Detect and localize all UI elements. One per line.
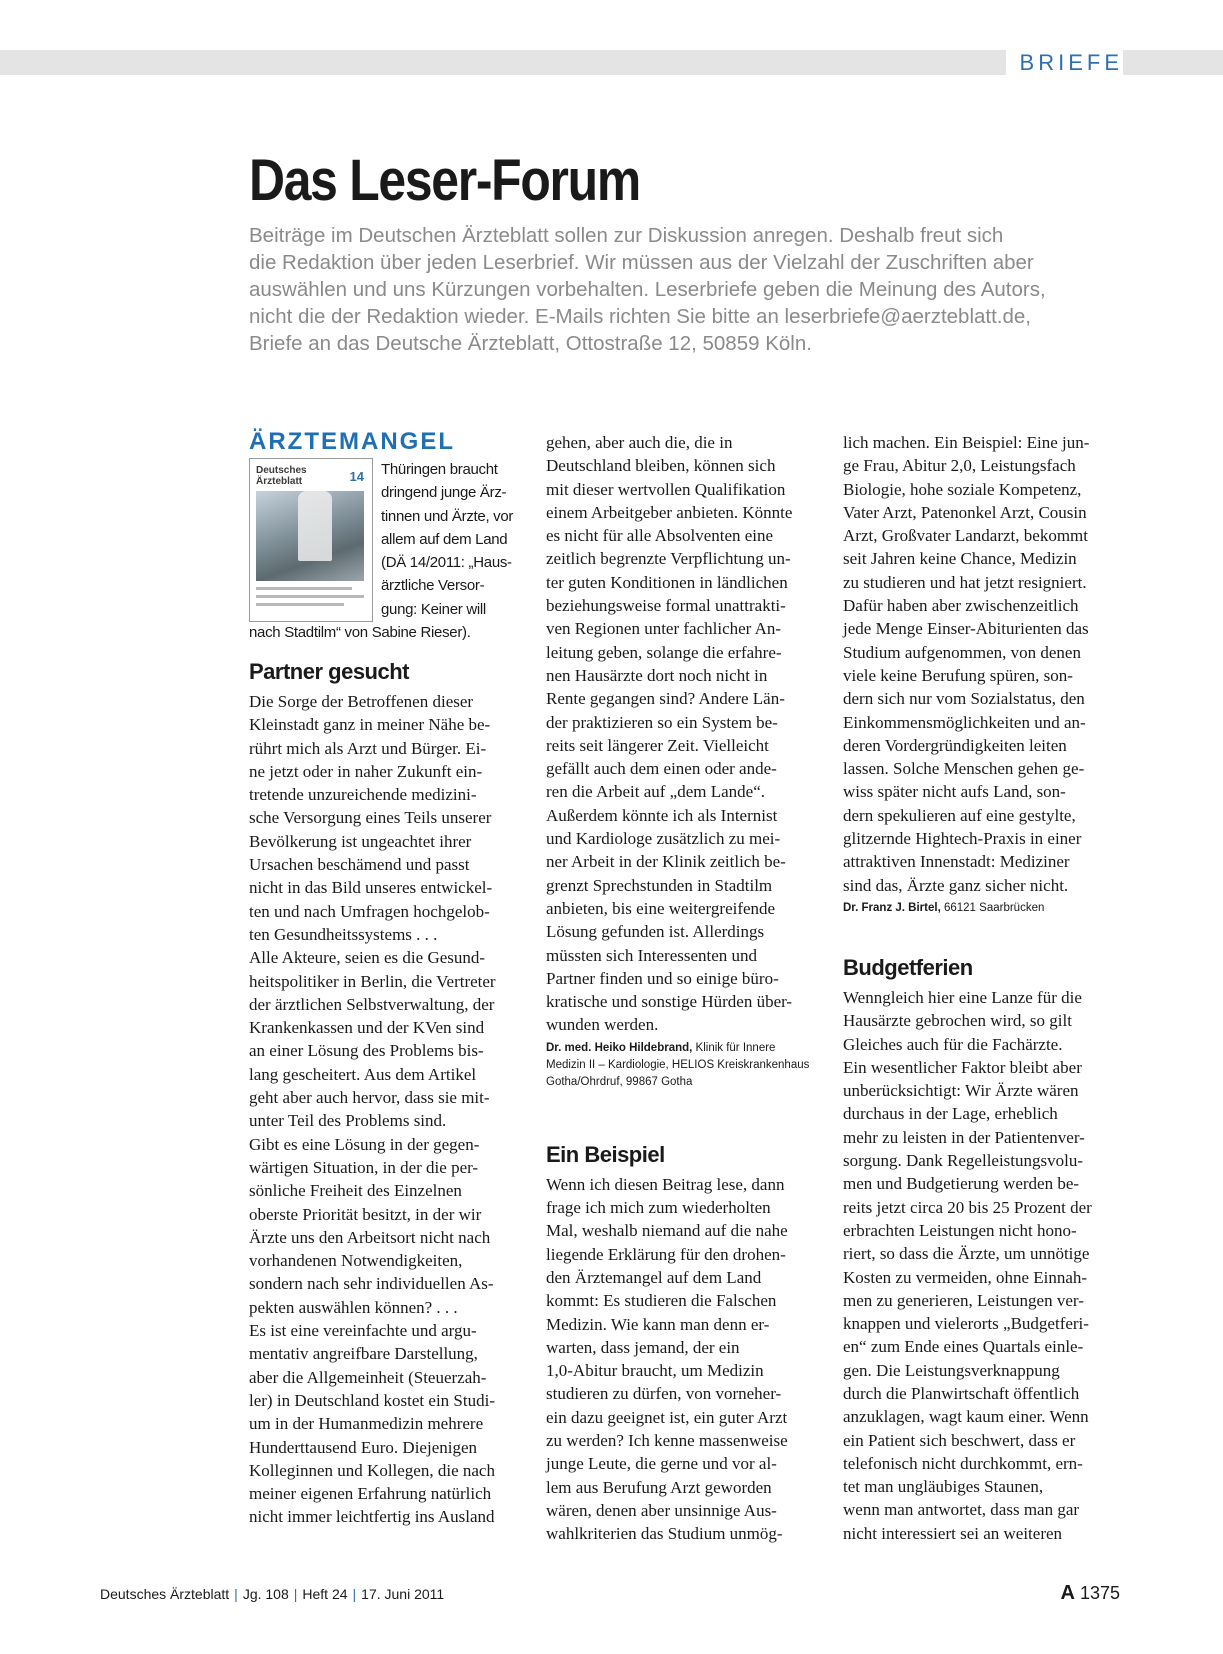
body-line: liegende Erklärung für den drohen- (546, 1244, 786, 1264)
body-line: wunden werden. (546, 1015, 659, 1035)
teaser-line: ärztliche Versor- (381, 577, 485, 595)
body-line: aber die Allgemeinheit (Steuerzah- (249, 1367, 487, 1387)
body-line: ten Gesundheitssystems . . . (249, 924, 438, 944)
body-line: Kosten zu vermeiden, ohne Einnah- (843, 1267, 1088, 1287)
teaser-line: tinnen und Ärzte, vor (381, 507, 514, 525)
letter-heading: Budgetferien (843, 954, 973, 980)
body-line: reits seit längerer Zeit. Vielleicht (546, 735, 769, 755)
body-line: geht aber auch hervor, dass sie mit- (249, 1088, 490, 1108)
body-line: ler) in Deutschland kostet ein Studi- (249, 1390, 495, 1410)
signature-line: Medizin II – Kardiologie, HELIOS Kreiskrankenhaus (546, 1058, 810, 1071)
body-line: pekten auswählen können? . . . (249, 1297, 458, 1317)
body-line: Ein wesentlicher Faktor bleibt aber (843, 1057, 1082, 1077)
letter-signature (843, 900, 1125, 917)
signature-affiliation: Klinik für Innere (692, 1041, 776, 1054)
letter-heading: Partner gesucht (249, 659, 409, 684)
body-line: wärtigen Situation, in der die per- (249, 1157, 479, 1177)
body-line: riert, so dass die Ärzte, um unnötige (843, 1244, 1090, 1264)
intro-line: Briefe an das Deutsche Ärzteblatt, Ottostraße 12, 50859 Köln. (249, 332, 812, 355)
body-line: grenzt Sprechstunden in Stadtilm (546, 875, 773, 895)
intro-line: die Redaktion über jeden Leserbrief. Wir müssen aus der Vielzahl der Zuschriften aber (249, 251, 1034, 274)
body-line: zu studieren und hat jetzt resigniert. (843, 572, 1087, 592)
body-line: Außerdem könnte ich als Internist (546, 805, 778, 825)
body-line: Bevölkerung ist ungeachtet ihrer (249, 831, 472, 851)
letter-body (843, 431, 1125, 897)
body-line: der praktizieren so ein System be- (546, 712, 778, 732)
body-line: wären, denen aber unsinnige Aus- (546, 1500, 777, 1520)
body-line: dern spekulieren auf eine gestylte, (843, 805, 1076, 825)
body-line: Es ist eine vereinfachte und argu- (249, 1321, 477, 1341)
body-line: lang gescheitert. Aus dem Artikel (249, 1064, 477, 1084)
body-line: rührt mich als Arzt und Bürger. Ei- (249, 738, 487, 758)
teaser-line: allem auf dem Land (381, 530, 508, 548)
footer-separator: | (352, 1586, 357, 1602)
teaser-line: (DÄ 14/2011: „Haus- (381, 554, 512, 572)
body-line: unter Teil des Problems sind. (249, 1111, 447, 1131)
body-line: Biologie, hohe soziale Kompetenz, (843, 479, 1082, 499)
body-line: ven Regionen unter fachlicher An- (546, 619, 782, 639)
body-line: Krankenkassen und der KVen sind (249, 1018, 485, 1038)
teaser-text (249, 458, 531, 644)
intro-paragraph (249, 222, 1129, 357)
cover-issue-number: 14 (349, 469, 364, 484)
body-line: Kleinstadt ganz in meiner Nähe be- (249, 715, 491, 735)
body-line: es nicht für alle Absolventen eine (546, 526, 774, 546)
footer-separator: | (234, 1586, 238, 1602)
body-line: Vater Arzt, Patenonkel Arzt, Cousin (843, 502, 1087, 522)
body-line: den Ärztemangel auf dem Land (546, 1267, 762, 1287)
body-line: ten und nach Umfragen hochgelob- (249, 901, 490, 921)
body-line: tretende unzureichende medizini- (249, 785, 477, 805)
spacer (546, 1091, 828, 1141)
body-line: Mal, weshalb niemand auf die nahe (546, 1221, 788, 1241)
teaser-line: Thüringen braucht (381, 461, 498, 478)
intro-line: auswählen und uns Kürzungen vorbehalten. Leserbriefe geben die Meinung des Autors, (249, 278, 1046, 301)
body-line: men zu generieren, Leistungen ver- (843, 1290, 1084, 1310)
body-line: oberste Priorität besitzt, in der wir (249, 1204, 482, 1224)
body-line: ren die Arbeit auf „dem Lande“. (546, 782, 766, 802)
letter-body (249, 690, 531, 1529)
cover-brand: Deutsches Ärzteblatt (256, 465, 307, 487)
body-line: seit Jahren keine Chance, Medizin (843, 549, 1077, 569)
body-line: gehen, aber auch die, die in (546, 433, 733, 452)
column-1 (249, 428, 531, 1529)
body-line: Partner finden und so einige büro- (546, 968, 779, 988)
body-line: zeitlich begrenzte Verpflichtung un- (546, 549, 791, 569)
body-line: wenn man antwortet, dass man gar (843, 1500, 1080, 1520)
body-line: Wenn ich diesen Beitrag lese, dann (546, 1174, 785, 1194)
body-line: 1,0-Abitur braucht, um Medizin (546, 1361, 764, 1381)
letter-heading: Ein Beispiel (546, 1141, 665, 1167)
body-line: attraktiven Innenstadt: Mediziner (843, 852, 1070, 872)
signature-name: Dr. med. Heiko Hildebrand, (546, 1041, 693, 1054)
body-line: jede Menge Einser-Abiturienten das (843, 619, 1089, 639)
body-line: en“ zum Ende eines Quartals einle- (843, 1337, 1084, 1357)
body-line: anbieten, bis eine weitergreifende (546, 898, 776, 918)
footer-volume: Jg. 108 (242, 1586, 289, 1602)
body-line: zu werden? Ich kenne massenweise (546, 1430, 788, 1450)
body-line: ge Frau, Abitur 2,0, Leistungsfach (843, 456, 1076, 476)
page-number-value: 1375 (1079, 1583, 1120, 1603)
footer-issue: Heft 24 (302, 1586, 348, 1602)
body-line: mentativ angreifbare Darstellung, (249, 1344, 478, 1364)
signature-line (546, 1040, 828, 1057)
body-line: ter guten Konditionen in ländlichen (546, 572, 788, 592)
letter-signature (546, 1040, 828, 1091)
body-line: Lösung gefunden ist. Allerdings (546, 922, 765, 942)
teaser-line: gung: Keiner will (381, 600, 486, 618)
body-line: Studium aufgenommen, von denen (843, 642, 1081, 662)
body-line: ein Patient sich beschwert, dass er (843, 1430, 1076, 1450)
body-line: men und Budgetierung werden be- (843, 1174, 1080, 1194)
signature-line: Gotha/Ohrdruf, 99867 Gotha (546, 1075, 693, 1088)
body-line: gen. Die Leistungsverknappung (843, 1360, 1060, 1380)
body-line: Kolleginnen und Kollegen, die nach (249, 1460, 495, 1480)
body-line: Gleiches auch für die Fachärzte. (843, 1034, 1063, 1054)
body-line: einem Arbeitgeber anbieten. Könnte (546, 502, 793, 522)
body-line: lem aus Berufung Arzt geworden (546, 1477, 772, 1497)
body-line: studieren zu dürfen, von vorneher- (546, 1384, 782, 1404)
body-line: mit dieser wertvollen Qualifikation (546, 479, 786, 499)
signature-line (843, 900, 1125, 917)
body-line: Alle Akteure, seien es die Gesund- (249, 948, 486, 968)
body-line: anzuklagen, wagt kaum einer. Wenn (843, 1407, 1089, 1427)
body-line: Ärzte uns den Arbeitsort nicht nach (249, 1227, 491, 1247)
teaser-line: dringend junge Ärz- (381, 484, 507, 502)
body-line: heitspolitiker in Berlin, die Vertreter (249, 971, 496, 991)
body-line: ne jetzt oder in naher Zukunft ein- (249, 761, 483, 781)
body-line: Hausärzte gebrochen wird, so gilt (843, 1011, 1072, 1031)
spacer (843, 917, 1125, 954)
body-line: sche Versorgung eines Teils unserer (249, 808, 492, 828)
letter-body (843, 986, 1125, 1545)
body-line: reits jetzt circa 20 bis 25 Prozent der (843, 1197, 1092, 1217)
intro-line: nicht die der Redaktion wieder. E-Mails richten Sie bitte an leserbriefe@aerzteblatt.de, (249, 305, 1031, 328)
body-line: beziehungsweise formal unattrakti- (546, 596, 786, 616)
body-line: Einkommensmöglichkeiten und an- (843, 712, 1086, 732)
column-3 (843, 431, 1125, 1545)
body-line: der ärztlichen Selbstverwaltung, der (249, 994, 495, 1014)
body-line: lich machen. Ein Beispiel: Eine jun- (843, 433, 1090, 452)
body-line: sondern nach sehr individuellen As- (249, 1274, 494, 1294)
body-line: junge Leute, die gerne und vor al- (546, 1454, 777, 1474)
body-line: wahlkriterien das Studium unmög- (546, 1524, 783, 1544)
signature-location: 66121 Saarbrücken (940, 901, 1045, 914)
body-line: erbrachten Leistungen nicht hono- (843, 1220, 1077, 1240)
body-line: Arzt, Großvater Landarzt, bekommt (843, 526, 1088, 546)
page-prefix: A (1060, 1582, 1075, 1604)
body-line: an einer Lösung des Problems bis- (249, 1041, 484, 1061)
body-line: wiss später nicht aufs Land, son- (843, 782, 1066, 802)
body-line: Ursachen beschämend und passt (249, 855, 470, 875)
footer-date: 17. Juni 2011 (361, 1586, 445, 1602)
letter-body (546, 1173, 828, 1546)
body-line: viele keine Berufung spüren, son- (843, 665, 1073, 685)
body-line: Wenngleich hier eine Lanze für die (843, 987, 1082, 1007)
body-line: müssten sich Interessenten und (546, 945, 758, 965)
body-line: dern sich nur vom Sozialstatus, den (843, 689, 1085, 709)
body-line: mehr zu leisten in der Patientenver- (843, 1127, 1085, 1147)
signature-name: Dr. Franz J. Birtel, (843, 901, 941, 914)
body-line: kratische und sonstige Hürden über- (546, 992, 793, 1012)
body-line: nen Hausärzte dort noch nicht in (546, 665, 768, 685)
body-line: knappen und vielerorts „Budgetferi- (843, 1314, 1089, 1334)
body-line: nicht immer leichtfertig ins Ausland (249, 1507, 495, 1527)
body-line: lassen. Solche Menschen gehen ge- (843, 759, 1085, 779)
body-line: und Kardiologe zusätzlich zu mei- (546, 829, 781, 849)
page-number (1060, 1582, 1120, 1605)
body-line: glitzernde Hightech-Praxis in einer (843, 829, 1082, 849)
body-line: telefonisch nicht durchkommt, ern- (843, 1453, 1083, 1473)
body-line: warten, dass jemand, der ein (546, 1337, 740, 1357)
body-line: Dafür haben aber zwischenzeitlich (843, 596, 1079, 616)
body-line: kommt: Es studieren die Falschen (546, 1291, 777, 1311)
body-line: ner Arbeit in der Klinik zeitlich be- (546, 852, 786, 872)
section-label: BRIEFE (1006, 50, 1123, 75)
body-line: tet man ungläubiges Staunen, (843, 1477, 1044, 1497)
body-line: deren Vordergründigkeiten leiten (843, 735, 1067, 755)
body-line: frage ich mich zum wiederholten (546, 1198, 771, 1218)
page-footer-citation (100, 1586, 444, 1602)
body-line: ein dazu geeignet ist, ein guter Arzt (546, 1407, 788, 1427)
body-line: meiner eigenen Erfahrung natürlich (249, 1484, 492, 1504)
body-line: nicht in das Bild unseres entwickel- (249, 878, 493, 898)
body-line: Die Sorge der Betroffenen dieser (249, 692, 474, 711)
body-line: nicht interessiert sei an weiteren (843, 1523, 1063, 1543)
body-line: Medizin. Wie kann man denn er- (546, 1314, 770, 1334)
intro-line: Beiträge im Deutschen Ärzteblatt sollen zur Diskussion anregen. Deshalb freut sich (249, 224, 1004, 247)
body-line: sönliche Freiheit des Einzelnen (249, 1181, 462, 1201)
body-line: unberücksichtigt: Wir Ärzte wären (843, 1081, 1079, 1101)
footer-separator: | (293, 1586, 298, 1602)
letter-body (546, 431, 828, 1037)
body-line: Rente gegangen sind? Andere Län- (546, 689, 785, 709)
body-line: leitung geben, solange die erfahre- (546, 642, 782, 662)
body-line: gefällt auch dem einen oder ande- (546, 759, 777, 779)
body-line: sorgung. Dank Regelleistungsvolu- (843, 1151, 1084, 1171)
topic-kicker: ÄRZTEMANGEL (249, 428, 455, 455)
footer-journal: Deutsches Ärzteblatt (100, 1586, 230, 1602)
body-line: Deutschland bleiben, können sich (546, 456, 776, 476)
body-line: vorhandenen Notwendigkeiten, (249, 1251, 463, 1271)
body-line: um in der Humanmedizin mehrere (249, 1414, 484, 1434)
body-line: sind das, Ärzte ganz sicher nicht. (843, 875, 1069, 895)
column-2 (546, 431, 828, 1545)
body-line: durchaus in der Lage, erheblich (843, 1104, 1058, 1124)
body-line: Gibt es eine Lösung in der gegen- (249, 1134, 480, 1154)
teaser-block (249, 458, 531, 658)
teaser-line: nach Stadtilm“ von Sabine Rieser). (249, 624, 471, 642)
page-title: Das Leser-Forum (249, 148, 640, 213)
body-line: durch die Planwirtschaft öffentlich (843, 1383, 1080, 1403)
body-line: Hunderttausend Euro. Diejenigen (249, 1437, 478, 1457)
